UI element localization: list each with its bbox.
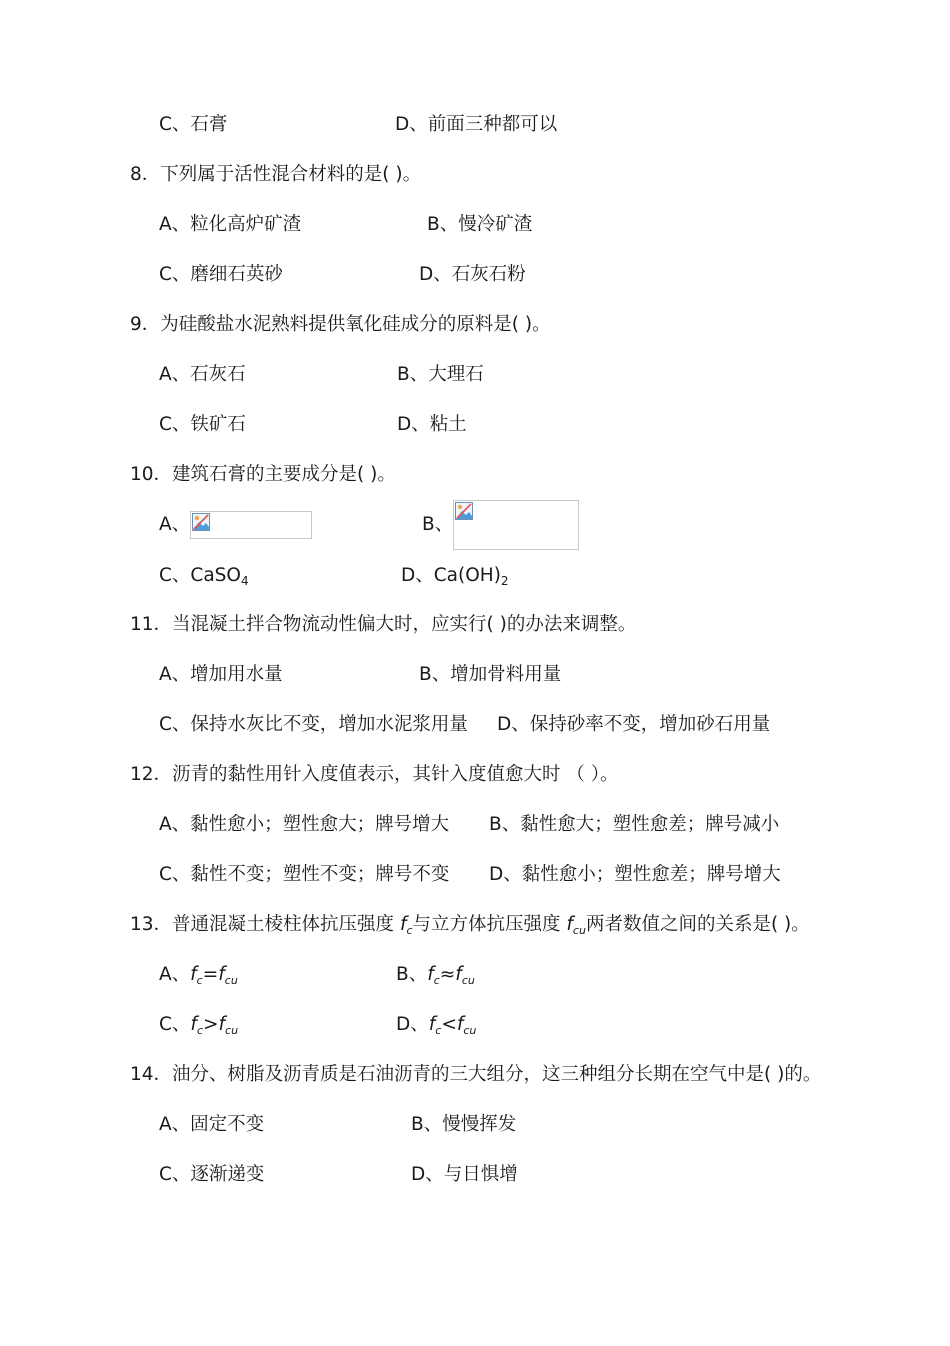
q10-option-d-text: D、Ca(OH)	[401, 565, 501, 586]
q9-stem: 9．为硅酸盐水泥熟料提供氧化硅成分的原料是( )。	[130, 314, 551, 335]
q10-option-d-subscript: 2	[500, 574, 509, 588]
q13-option-a	[159, 960, 238, 990]
f-symbol: f	[427, 964, 434, 985]
sub-cu: cu	[461, 974, 475, 987]
q12-option-d: D、黏性愈小；塑性愈差；牌号增大	[489, 864, 781, 885]
q13-stem-fc-subscript: c	[406, 924, 413, 937]
q14-option-a: A、固定不变	[159, 1114, 265, 1135]
q9-option-a: A、石灰石	[159, 364, 246, 385]
q11-option-c: C、保持水灰比不变，增加水泥浆用量	[159, 714, 468, 735]
q13-option-b	[396, 960, 475, 990]
f-symbol: f	[428, 1014, 436, 1035]
q8-option-b: B、慢冷矿渣	[427, 214, 533, 235]
q10-option-a-label: A、	[159, 514, 191, 535]
q13-option-c	[159, 1010, 238, 1040]
f-symbol: f	[455, 964, 462, 985]
q10-stem: 10．建筑石膏的主要成分是( )。	[130, 464, 396, 485]
q10-option-a-image	[190, 511, 312, 539]
q10-option-d	[401, 561, 509, 591]
f-symbol: f	[218, 1014, 226, 1035]
q14-option-d: D、与日惧增	[411, 1164, 518, 1185]
broken-image-icon	[192, 513, 210, 531]
q11-option-d: D、保持砂率不变，增加砂石用量	[497, 714, 771, 735]
sub-cu: cu	[225, 1024, 239, 1037]
q10-option-c	[159, 561, 249, 591]
q12-option-b: B、黏性愈大；塑性愈差；牌号减小	[489, 814, 780, 835]
sub-cu: cu	[224, 974, 238, 987]
q8-stem: 8．下列属于活性混合材料的是( )。	[130, 164, 422, 185]
q13-option-d-label: D、	[396, 1014, 429, 1035]
q14-option-b: B、慢慢挥发	[411, 1114, 517, 1135]
q11-option-a: A、增加用水量	[159, 664, 283, 685]
q13-option-b-label: B、	[396, 964, 428, 985]
sub-c: c	[433, 974, 440, 987]
q10-option-c-subscript: 4	[240, 574, 249, 588]
q13-option-c-label: C、	[159, 1014, 191, 1035]
f-symbol: f	[190, 964, 197, 985]
q8-option-d: D、石灰石粉	[419, 264, 526, 285]
q7-option-d: D、前面三种都可以	[395, 114, 558, 135]
q8-option-c: C、磨细石英砂	[159, 264, 283, 285]
q9-option-b: B、大理石	[397, 364, 484, 385]
relation-symbol: ≈	[439, 964, 456, 985]
sub-cu: cu	[463, 1024, 477, 1037]
q10-option-b-image	[453, 500, 579, 550]
f-symbol: f	[218, 964, 225, 985]
q11-option-b: B、增加骨料用量	[419, 664, 562, 685]
q13-stem	[130, 910, 810, 940]
relation-symbol: >	[203, 1014, 219, 1035]
q11-stem: 11．当混凝土拌合物流动性偏大时，应实行( )的办法来调整。	[130, 614, 637, 635]
q13-stem-fcu-symbol: f	[566, 914, 573, 935]
q10-option-b	[422, 510, 579, 540]
sub-c: c	[196, 974, 203, 987]
q13-option-d	[396, 1010, 476, 1040]
q10-option-c-text: C、CaSO	[159, 565, 241, 586]
q13-stem-fc-symbol: f	[399, 914, 407, 935]
q8-option-a: A、粒化高炉矿渣	[159, 214, 302, 235]
q12-option-c: C、黏性不变；塑性不变；牌号不变	[159, 864, 450, 885]
q10-option-b-label: B、	[422, 514, 454, 535]
q14-option-c: C、逐渐递变	[159, 1164, 265, 1185]
relation-symbol: <	[441, 1014, 457, 1035]
q13-stem-text-1: 13．普通混凝土棱柱体抗压强度	[130, 914, 400, 935]
broken-image-icon	[455, 502, 473, 520]
sub-c: c	[435, 1024, 442, 1037]
q12-option-a: A、黏性愈小；塑性愈大；牌号增大	[159, 814, 450, 835]
q13-option-a-label: A、	[159, 964, 191, 985]
f-symbol: f	[456, 1014, 464, 1035]
sub-c: c	[196, 1024, 203, 1037]
q13-stem-fcu-subscript: cu	[572, 924, 586, 937]
f-symbol: f	[190, 1014, 197, 1035]
q13-stem-text-2: 与立方体抗压强度	[412, 914, 567, 935]
q13-stem-text-3: 两者数值之间的关系是( )。	[585, 914, 810, 935]
q9-option-d: D、粘土	[397, 414, 467, 435]
relation-symbol: =	[202, 964, 219, 985]
q7-option-c: C、石膏	[159, 114, 228, 135]
q12-stem: 12．沥青的黏性用针入度值表示，其针入度值愈大时 （ ）。	[130, 764, 619, 785]
q9-option-c: C、铁矿石	[159, 414, 246, 435]
q10-option-a	[159, 510, 312, 540]
q14-stem: 14．油分、树脂及沥青质是石油沥青的三大组分，这三种组分长期在空气中是( )的。	[130, 1064, 822, 1085]
